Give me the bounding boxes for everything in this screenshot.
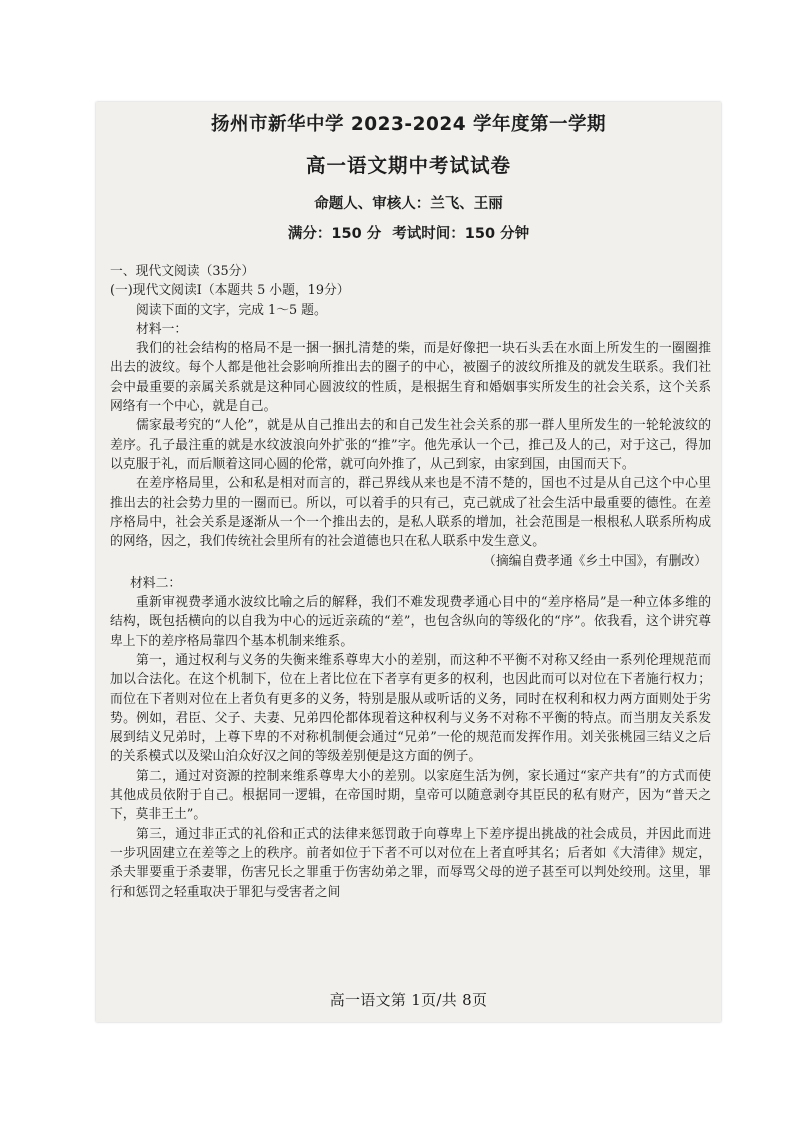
reading-section (110, 262, 711, 902)
material-2-paragraph: 重新审视费孝通水波纹比喻之后的解释，我们不难发现费孝通心目中的“差序格局”是一种立体多维的结构，既包括横向的以自我为中心的远近亲疏的“差”，也包含纵向的等级化的“序”。依我看，这个讲究尊卑上下的差序格局靠四个基本机制来维系。 (110, 595, 711, 649)
material-1-paragraph: 儒家最考究的“人伦”，就是从自己推出去的和自己发生社会关系的那一群人里所发生的一轮轮波纹的差序。孔子最注重的就是水纹波浪向外扩张的“推”字。他先承认一个己，推己及人的己，对于这己，得加以克服于礼，而后顺着这同心圆的伦常，就可向外推了，从己到家，由家到国，由国而天下。 (110, 418, 711, 472)
material-1-label: 材料一： (136, 321, 188, 337)
score-time-line (96, 222, 721, 243)
sub-heading: (一)现代文阅读Ⅰ（本题共 5 小题，19分） (110, 283, 350, 299)
full-score: 满分：150 分 (287, 226, 382, 242)
material-1-source: （摘编自费孝通《乡土中国》，有删改） (483, 554, 707, 570)
material-2-paragraph: 第三，通过非正式的礼俗和正式的法律来惩罚敢于向尊卑上下差序提出挑战的社会成员，并因此而进一步巩固建立在差等之上的秩序。前者如位于下者不可以对位在上者直呼其名；后者如《大清律》规定，杀夫罪要重于杀妻罪，伤害兄长之罪重于伤害幼弟之罪，而辱骂父母的逆子甚至可以判处绞刑。这里，罪行和惩罚之轻重取决于罪犯与受害者之间 (110, 826, 711, 900)
exam-subtitle: 高一语文期中考试试卷 (305, 154, 511, 177)
instruction: 阅读下面的文字，完成 1～5 题。 (136, 302, 327, 318)
section-heading: 一、现代文阅读（35分） (110, 264, 255, 279)
exam-title: 扬州市新华中学 2023-2024 学年度第一学期 (210, 114, 607, 135)
material-1-paragraph: 在差序格局里，公和私是相对而言的，群己界线从来也是不清不楚的，国也不过是从自己这个中心里推出去的社会势力里的一圈而已。所以，可以着手的只有己，克己就成了社会生活中最重要的德性。在差序格局中，社会关系是逐渐从一个一个推出去的，是私人联系的增加，社会范围是一根根私人联系所构成的网络，因之，我们传统社会里所有的社会道德也只在私人联系中发生意义。 (110, 476, 711, 550)
exam-time: 考试时间：150 分钟 (392, 226, 530, 242)
material-2-paragraph: 第二，通过对资源的控制来维系尊卑大小的差别。以家庭生活为例，家长通过“家产共有”的方式而使其他成员依附于自己。根据同一逻辑，在帝国时期，皇帝可以随意剥夺其臣民的私有财产，因为“普天之下，莫非王土”。 (110, 768, 711, 823)
material-2-label: 材料二： (130, 575, 182, 591)
page-footer: 高一语文第 1页/共 8页 (329, 991, 488, 1009)
material-2-paragraph: 第一，通过权利与义务的失衡来维系尊卑大小的差别，而这种不平衡不对称又经由一系列伦理规范而加以合法化。在这个机制下，位在上者比位在下者享有更多的权利，也因此而可以对位在下者施行权力；而位在下者则对位在上者负有更多的义务，特别是服从或听话的义务，同时在权利和权力两方面则处于劣势。例如，君臣、父子、夫妻、兄弟四伦都体现着这种权利与义务不对称不平衡的特点。而当朋友关系发展到结义兄弟时，上尊下卑的不对称机制便会通过“兄弟”一伦的规范而发挥作用。刘关张桃园三结义之后的关系模式以及梁山泊众好汉之间的等级差别便是这方面的例子。 (110, 652, 711, 765)
material-1-paragraph: 我们的社会结构的格局不是一捆一捆扎清楚的柴，而是好像把一块石头丢在水面上所发生的一圈圈推出去的波纹。每个人都是他社会影响所推出去的圈子的中心，被圈子的波纹所推及的就发生联系。我们社会中最重要的亲属关系就是这种同心圆波纹的性质，是根据生育和婚姻事实所发生的社会关系，这个关系网络有一个中心，就是自己。 (110, 341, 711, 415)
authors-line: 命题人、审核人：兰飞、王丽 (314, 196, 503, 212)
exam-page (96, 102, 721, 1022)
